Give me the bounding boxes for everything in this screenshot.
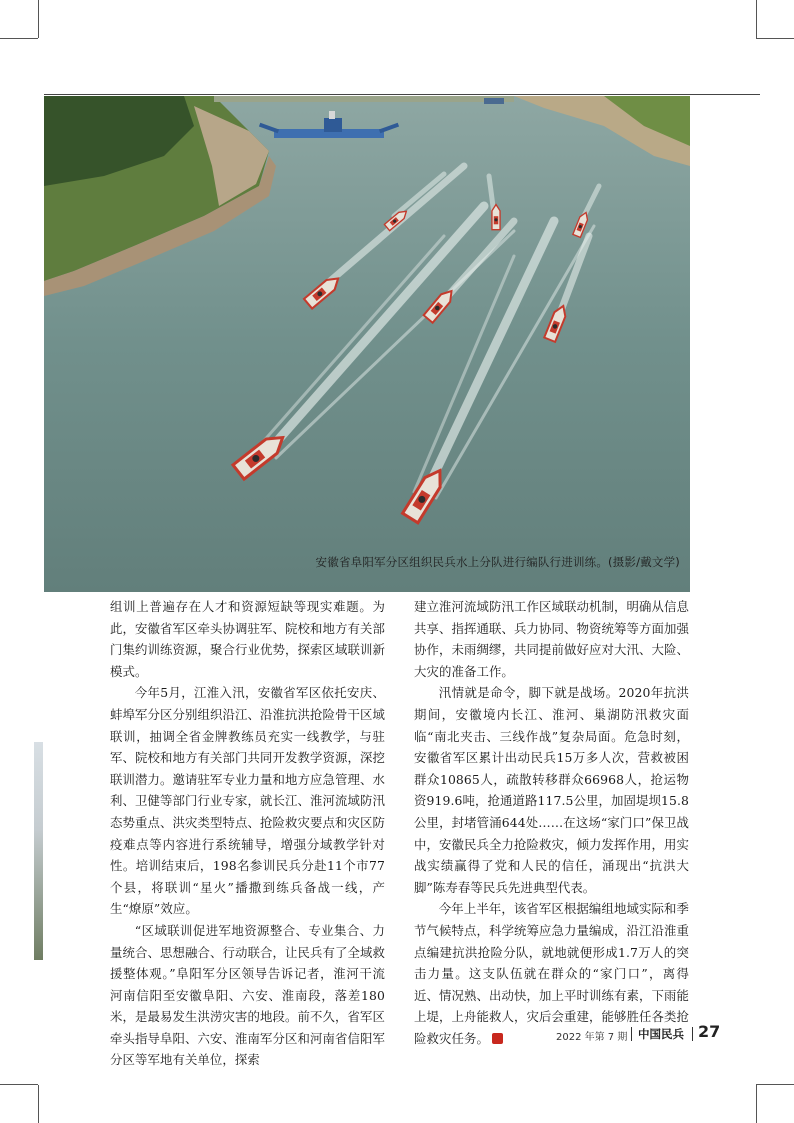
photo-caption: 安徽省阜阳军分区组织民兵水上分队进行编队行进训练。(摄影/戴文学) bbox=[315, 555, 680, 569]
crop-mark bbox=[0, 38, 38, 39]
crop-mark bbox=[756, 1084, 794, 1085]
crop-mark bbox=[756, 0, 757, 38]
paragraph-text: 今年上半年，该省军区根据编组地域实际和季节气候特点，科学统筹应急力量编成，沿江沿淮重点编建抗洪抢险分队，就地就便形成1.7万人的突击力量。这支队伍就在群众的“家门口”，离得近、情况熟、出动快，加上平时训练有素，下雨能上堤，上舟能救人，灾后会重建，能够胜任各类抢险救灾任务。 bbox=[414, 901, 689, 1046]
page-number: 27 bbox=[698, 1022, 721, 1041]
crop-mark bbox=[756, 38, 794, 39]
river-boats-illustration bbox=[44, 96, 690, 592]
article-photo bbox=[44, 96, 690, 592]
paragraph: 汛情就是命令，脚下就是战场。2020年抗洪期间，安徽境内长江、淮河、巢湖防汛救灾面临“南北夹击、三线作战”复杂局面。危急时刻，安徽省军区累计出动民兵15万多人次，营救被困群众10865人，疏散转移群众66968人，抢运物资919.6吨，抢通道路117.5公里，加固堤坝15.8公里，封堵管涌644处……在这场“家门口”保卫战中，安徽民兵全力抢险救灾，倾力发挥作用，用实战实绩赢得了党和人民的信任，涌现出“抗洪大脚”陈寿春等民兵先进典型代表。 bbox=[414, 685, 689, 895]
crop-mark bbox=[38, 0, 39, 38]
paragraph: 建立淮河流域防汛工作区域联动机制，明确从信息共享、指挥通联、兵力协同、物资统筹等方面加强协作，未雨绸缪，共同提前做好应对大汛、大险、大灾的准备工作。 bbox=[414, 599, 689, 679]
magazine-name: 中国民兵 bbox=[638, 1027, 684, 1041]
article-column-right bbox=[414, 596, 689, 1049]
issue-label: 2022 年第 7 期 bbox=[556, 1032, 628, 1043]
article-column-left bbox=[110, 596, 385, 1071]
crop-mark bbox=[756, 1085, 757, 1123]
crop-mark bbox=[38, 1085, 39, 1123]
crop-mark bbox=[0, 1084, 38, 1085]
paragraph: “区域联训促进军地资源整合、专业集合、力量统合、思想融合、行动联合，让民兵有了全域救援整体观。”阜阳军分区领导告诉记者，淮河干流河南信阳至安徽阜阳、六安、淮南段，落差180米，是最易发生洪涝灾害的地段。前不久，省军区牵头指导阜阳、六安、淮南军分区和河南省信阳军分区等军地有关单位，探索 bbox=[110, 922, 385, 1068]
paragraph: 组训上普遍存在人才和资源短缺等现实难题。为此，安徽省军区牵头协调驻军、院校和地方有关部门集约训练资源，聚合行业优势，探索区域联训新模式。 bbox=[110, 599, 385, 679]
footer-divider bbox=[631, 1027, 632, 1041]
page-footer bbox=[520, 1022, 720, 1046]
header-rule bbox=[44, 94, 760, 95]
article-end-mark-icon bbox=[492, 1033, 503, 1044]
footer-divider bbox=[692, 1027, 693, 1041]
paragraph: 今年5月，江淮入汛，安徽省军区依托安庆、蚌埠军分区分别组织沿江、沿淮抗洪抢险骨干区域联训，抽调全省金牌教练员充实一线教学，与驻军、院校和地方有关部门共同开发教学资源，深挖联训潜力。邀请驻军专业力量和地方应急管理、水利、卫健等部门行业专家，就长江、淮河流域防汛态势重点、洪灾类型特点、抢险救灾要点和灾区防疫难点等内容进行系统辅导，增强分域教学针对性。培训结束后，198名参训民兵分赴11个市77个县，将联训“星火”播撒到练兵备战一线，产生“燎原”效应。 bbox=[110, 685, 385, 917]
adjacent-page-photo-strip bbox=[34, 742, 43, 960]
boat-icon bbox=[492, 205, 500, 230]
